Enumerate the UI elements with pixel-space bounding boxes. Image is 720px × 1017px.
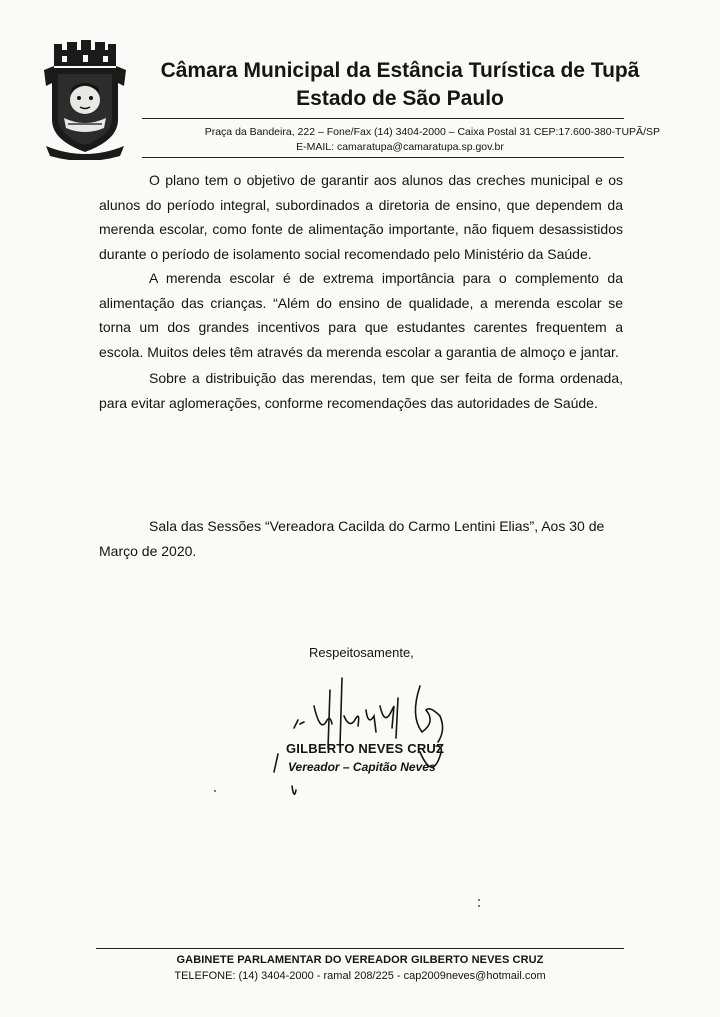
- body-paragraph: O plano tem o objetivo de garantir aos alunos das creches municipal e os alunos do período integral, subordinados a diretoria de ensino, que dependem da merenda escolar, como fonte de alimentação importante, não fiquem desassistidos durante o período de isolamento social recomendado pelo Ministério da Saúde.: [99, 172, 623, 262]
- handwritten-signature: [270, 676, 460, 796]
- organization-name: Câmara Municipal da Estância Turística de Tupã: [160, 59, 640, 82]
- footer-divider: [96, 948, 624, 949]
- paper-speck: [478, 905, 480, 907]
- signer-role: Vereador – Capitão Neves: [288, 760, 436, 774]
- footer-contact: TELEFONE: (14) 3404-2000 - ramal 208/225 - cap2009neves@hotmail.com: [174, 970, 546, 982]
- signer-name: GILBERTO NEVES CRUZ: [286, 741, 445, 756]
- organization-email: E-MAIL: camaratupa@camaratupa.sp.gov.br: [296, 141, 504, 153]
- body-paragraph: Sobre a distribuição das merendas, tem que ser feita de forma ordenada, para evitar aglomerações, conforme recomendações das autoridades de Saúde.: [99, 370, 623, 411]
- closing-regards: Respeitosamente,: [309, 645, 414, 660]
- header-divider-top: [142, 118, 624, 119]
- letter-body: [99, 168, 623, 415]
- session-place-date: Sala das Sessões “Vereadora Cacilda do Carmo Lentini Elias”, Aos 30 de Março de 2020.: [99, 518, 605, 559]
- body-paragraph: A merenda escolar é de extrema importância para o complemento da alimentação das crianças. “Além do ensino de qualidade, a merenda escolar se torna um dos grandes incentivos para que estudantes carentes frequentem a escola. Muitos deles têm através da merenda escolar a garantia de almoço e jantar.: [99, 270, 623, 360]
- header-divider-bottom: [142, 157, 624, 158]
- organization-address: Praça da Bandeira, 222 – Fone/Fax (14) 3404-2000 – Caixa Postal 31 CEP:17.600-380-TUPÃ/SP: [204, 126, 660, 138]
- organization-state: Estado de São Paulo: [296, 87, 504, 110]
- paper-speck: [478, 899, 480, 901]
- footer-office-title: GABINETE PARLAMENTAR DO VEREADOR GILBERTO NEVES CRUZ: [176, 954, 544, 966]
- paper-speck: [214, 790, 216, 792]
- municipal-coat-of-arms: [40, 36, 130, 160]
